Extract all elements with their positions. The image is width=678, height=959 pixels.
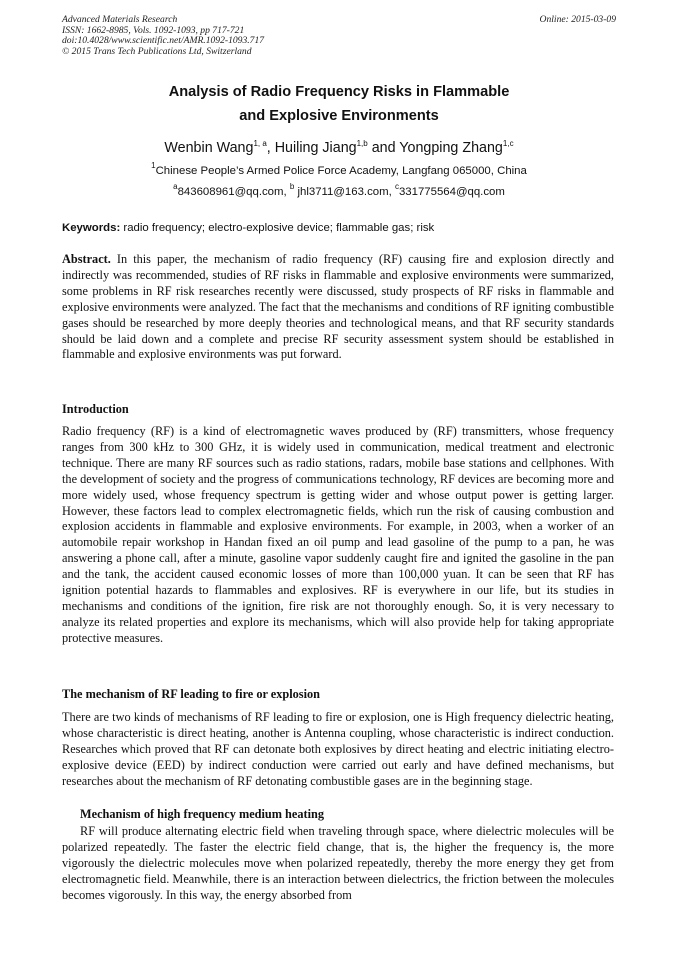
email-mark: c xyxy=(394,182,399,191)
email-list xyxy=(62,182,616,200)
author-name: Huiling Jiang xyxy=(274,140,357,156)
author-affiliation-mark: 1,b xyxy=(356,139,368,148)
email-address: jhl3711@163.com, xyxy=(294,186,395,198)
journal-name: Advanced Materials Research xyxy=(62,14,178,25)
affiliation-text: Chinese People’s Armed Police Force Academy, Langfang 065000, China xyxy=(155,165,527,177)
keywords-text: radio frequency; electro-explosive device; flammable gas; risk xyxy=(120,222,435,234)
issn-line: ISSN: 1662-8985, Vols. 1092-1093, pp 717-721 xyxy=(62,24,245,36)
author-name: Wenbin Wang xyxy=(164,140,254,156)
mechanism-heading: The mechanism of RF leading to fire or explosion xyxy=(62,687,321,701)
author-affiliation-mark: 1, a xyxy=(253,139,267,148)
paper-title xyxy=(62,80,616,128)
author-separator: , xyxy=(266,140,275,156)
keywords-label: Keywords: xyxy=(62,222,121,234)
subsection-heading: Mechanism of high frequency medium heating xyxy=(80,807,325,821)
abstract-text: In this paper, the mechanism of radio frequency (RF) causing fire and explosion directly and indirectly was recommended, studies of RF risks in flammable and explosive environments were summarized, some problems in RF risk researches recently were discussed, study prospects of RF risks in flammable and explosive environments were analyzed. The fact that the mechanisms and conditions of RF igniting combustible gases should be researched by more deeply theories and technological means, and that RF security standards should be laid down and a complete and precise RF security assessment system should be established in flammable and explosive environments was put forward. xyxy=(62,252,614,362)
title-line-1: Analysis of Radio Frequency Risks in Flammable xyxy=(168,84,510,100)
mechanism-paragraph: There are two kinds of mechanisms of RF leading to fire or explosion, one is High frequency dielectric heating, whose characteristic is direct heating, another is Antenna coupling, whose characteristic is indirect conduction. Researches which proved that RF can detonate both explosives by direct heating and electric initiating electro-explosive device (EED) by indirect conduction were carried out early and have defined mechanisms, but researches about the mechanism of RF detonating combustible gases are in the beginning stage. xyxy=(62,710,614,788)
author-separator: and xyxy=(367,140,400,156)
abstract-label: Abstract. xyxy=(62,252,111,266)
author-name: Yongping Zhang xyxy=(399,140,503,156)
email-mark: b xyxy=(289,182,295,191)
affiliation-mark: 1 xyxy=(151,161,156,170)
abstract xyxy=(62,252,614,363)
journal-header xyxy=(62,15,616,57)
email-mark: a xyxy=(173,182,178,191)
email-address: 331775564@qq.com xyxy=(398,186,505,198)
affiliation xyxy=(62,161,616,179)
copyright-line: © 2015 Trans Tech Publications Ltd, Switzerland xyxy=(62,45,252,57)
title-line-2: and Explosive Environments xyxy=(239,108,439,124)
subsection-paragraph: RF will produce alternating electric field when traveling through space, where dielectric molecules will be polarized repeatedly. The faster the electric field change, that is, the higher the frequency is, the more vigorously the dielectric molecules move when polarized repeatedly, thereby the more energy they get from electromagnetic field. Meanwhile, there is an interaction between dielectrics, the friction between the molecules becomes vigorously. In this way, the energy absorbed from xyxy=(62,824,614,902)
email-address: 843608961@qq.com, xyxy=(177,186,290,198)
introduction-paragraph: Radio frequency (RF) is a kind of electromagnetic waves produced by (RF) transmitters, whose frequency ranges from 300 kHz to 300 GHz, it is widely used in communication, medical treatment and electronic technique. There are many RF sources such as radio stations, radars, mobile base stations and cellphones. With the development of society and the progress of communications technology, RF devices are becoming more and more widely used, whose frequency spectrum is getting wider and whose output power is getting larger. However, these factors lead to complex electromagnetic fields, which run the risk of causing combustion and explosion accidents in flammable and explosive environments. For example, in 2003, when a worker of an automobile repair workshop in Handan fixed an oil pump and lead gasoline of the pump to a pan, he was answering a phone call, after a minute, gasoline vapor suddenly caught fire and ignited the gasoline in the pan and the tank, the accident caused economic losses of more than 100,000 yuan. It can be seen that RF has ignition potential hazards to flammables and explosives. RF is everywhere in our life, but its studies in mechanisms and conditions of the ignition, fire risk are not thoroughly enough. So, it is very necessary to analyze its related properties and explore its mechanisms, which will also provide help for taking appropriate protective measures. xyxy=(62,424,614,645)
online-date: Online: 2015-03-09 xyxy=(539,14,616,25)
author-affiliation-mark: 1,c xyxy=(502,139,514,148)
introduction-heading: Introduction xyxy=(62,402,129,416)
author-list xyxy=(62,139,616,157)
keywords xyxy=(62,221,616,236)
doi-line: doi:10.4028/www.scientific.net/AMR.1092-1093.717 xyxy=(62,35,265,47)
